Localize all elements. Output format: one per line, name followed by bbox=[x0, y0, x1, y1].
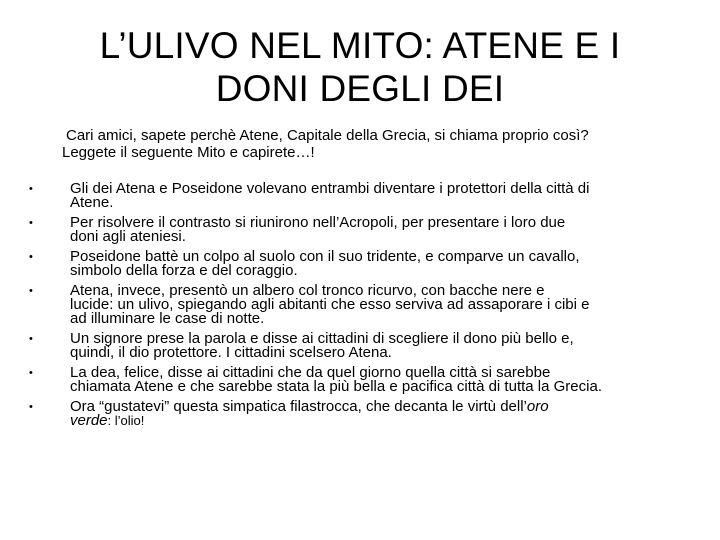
bullet-icon: • bbox=[29, 285, 33, 297]
bullet-icon: • bbox=[29, 367, 33, 379]
bullet-item bbox=[26, 366, 698, 394]
bullet-text: Gli dei Atena e Poseidone volevano entrambi diventare i protettori della città di Atene. bbox=[70, 180, 590, 211]
bullet-text: Poseidone battè un colpo al suolo con il suo tridente, e comparve un cavallo, simbolo della forza e del coraggio. bbox=[70, 248, 580, 279]
intro-line-2: Leggete il seguente Mito e capirete…! bbox=[62, 144, 315, 161]
slide-title-line-2: DONI DEGLI DEI bbox=[215, 68, 505, 109]
intro-line-1: Cari amici, sapete perchè Atene, Capitale della Grecia, si chiama proprio così? bbox=[66, 127, 589, 144]
bullet-item bbox=[26, 182, 698, 210]
slide-title bbox=[40, 24, 680, 110]
slide-title-line-1: L’ULIVO NEL MITO: ATENE E I bbox=[99, 25, 621, 66]
bullet-text: La dea, felice, disse ai cittadini che da quel giorno quella città si sarebbe chiamata Atene e che sarebbe stata la più bella e pacifica città di tutta la Grecia. bbox=[70, 364, 602, 395]
bullet-text-prefix: Ora “gustatevi” questa simpatica filastrocca, che decanta le virtù dell’ bbox=[70, 398, 527, 415]
bullet-icon: • bbox=[29, 401, 33, 413]
bullet-icon: • bbox=[29, 217, 33, 229]
bullet-text: Un signore prese la parola e disse ai cittadini di scegliere il dono più bello e, quindi, il dio protettore. I cittadini scelsero Atena. bbox=[70, 330, 574, 361]
bullet-text-emphasis: oro bbox=[526, 398, 549, 415]
bullet-item bbox=[26, 332, 698, 360]
bullet-icon: • bbox=[29, 251, 33, 263]
bullet-text: Per risolvere il contrasto si riunirono nell’Acropoli, per presentare i loro due doni agli ateniesi. bbox=[70, 214, 566, 245]
bullet-icon: • bbox=[29, 183, 33, 195]
bullet-item bbox=[26, 400, 698, 428]
bullet-icon: • bbox=[29, 333, 33, 345]
bullet-text: Atena, invece, presentò un albero col tronco ricurvo, con bacche nere e lucide: un ulivo, spiegando agli abitanti che esso serviva ad assaporare i cibi e ad illuminare le case di notte. bbox=[70, 282, 590, 327]
bullet-item bbox=[26, 284, 698, 326]
bullet-text-suffix: : l’olio! bbox=[107, 413, 145, 428]
bullet-item bbox=[26, 250, 698, 278]
bullet-text-emphasis: verde bbox=[70, 412, 108, 429]
bullet-list bbox=[26, 182, 698, 428]
bullet-item bbox=[26, 216, 698, 244]
intro-text bbox=[62, 127, 702, 161]
